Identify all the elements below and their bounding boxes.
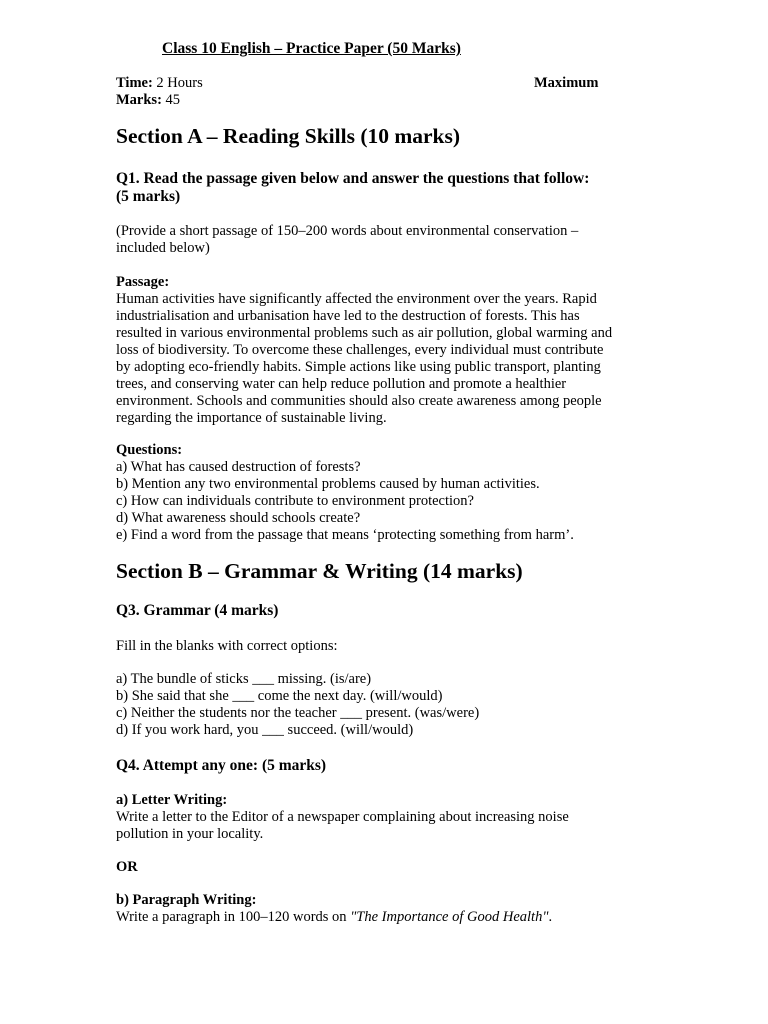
passage-line: Human activities have significantly affected the environment over the years. Rapid bbox=[116, 291, 597, 307]
passage-line: regarding the importance of sustainable living. bbox=[116, 410, 387, 426]
question-item: d) What awareness should schools create? bbox=[116, 510, 361, 526]
passage-line: loss of biodiversity. To overcome these challenges, every individual must contribute bbox=[116, 342, 604, 358]
max-marks-label-1: Maximum bbox=[534, 75, 599, 91]
option-b-line bbox=[116, 909, 656, 926]
option-b-label: b) Paragraph Writing: bbox=[116, 892, 257, 908]
q1-note bbox=[116, 223, 656, 257]
option-b-prefix: Write a paragraph in 100–120 words on bbox=[116, 909, 351, 925]
time-label: Time: bbox=[116, 75, 153, 91]
section-a-heading: Section A – Reading Skills (10 marks) bbox=[116, 124, 461, 148]
q3-items bbox=[116, 671, 656, 739]
q1-note-line2: included below) bbox=[116, 240, 210, 256]
passage-line: trees, and conserving water can help reduce pollution and promote a healthier bbox=[116, 376, 567, 392]
passage-line: resulted in various environmental problems such as air pollution, global warming and bbox=[116, 325, 613, 341]
passage-label: Passage: bbox=[116, 274, 170, 290]
max-marks-label-2: Marks: bbox=[116, 92, 162, 108]
q4-option-b bbox=[116, 892, 656, 926]
q3-instruction: Fill in the blanks with correct options: bbox=[116, 638, 338, 654]
question-item: a) What has caused destruction of forests? bbox=[116, 459, 361, 475]
questions-label: Questions: bbox=[116, 442, 183, 458]
question-item: e) Find a word from the passage that means ‘protecting something from harm’. bbox=[116, 527, 574, 543]
grammar-item: c) Neither the students nor the teacher ___ present. (was/were) bbox=[116, 705, 480, 721]
grammar-item: d) If you work hard, you ___ succeed. (will/would) bbox=[116, 722, 414, 738]
option-b-suffix: . bbox=[548, 909, 553, 925]
q1-heading-line2: (5 marks) bbox=[116, 188, 181, 205]
q1-note-line1: (Provide a short passage of 150–200 words about environmental conservation – bbox=[116, 223, 579, 239]
passage-line: by adopting eco-friendly habits. Simple actions like using public transport, planting bbox=[116, 359, 601, 375]
option-a-line1: Write a letter to the Editor of a newspaper complaining about increasing noise bbox=[116, 809, 569, 825]
option-a-line2: pollution in your locality. bbox=[116, 826, 264, 842]
q4-option-a bbox=[116, 792, 656, 843]
passage bbox=[116, 274, 656, 427]
grammar-item: a) The bundle of sticks ___ missing. (is/are) bbox=[116, 671, 372, 687]
q1-heading-line1: Q1. Read the passage given below and answer the questions that follow: bbox=[116, 170, 590, 187]
q3-heading: Q3. Grammar (4 marks) bbox=[116, 602, 279, 619]
max-marks-value: 45 bbox=[161, 92, 181, 108]
time-value: 2 Hours bbox=[152, 75, 203, 91]
q4-heading: Q4. Attempt any one: (5 marks) bbox=[116, 757, 327, 774]
question-item: c) How can individuals contribute to environment protection? bbox=[116, 493, 474, 509]
document-title: Class 10 English – Practice Paper (50 Marks) bbox=[162, 40, 461, 57]
question-item: b) Mention any two environmental problems caused by human activities. bbox=[116, 476, 540, 492]
exam-meta bbox=[116, 75, 656, 109]
option-b-topic: "The Importance of Good Health" bbox=[350, 909, 549, 925]
passage-line: environment. Schools and communities should also create awareness among people bbox=[116, 393, 602, 409]
passage-line: industrialisation and urbanisation have led to the destruction of forests. This has bbox=[116, 308, 580, 324]
option-a-label: a) Letter Writing: bbox=[116, 792, 228, 808]
or-label: OR bbox=[116, 859, 138, 875]
grammar-item: b) She said that she ___ come the next day. (will/would) bbox=[116, 688, 443, 704]
questions-list bbox=[116, 442, 656, 544]
q1-heading bbox=[116, 170, 656, 206]
section-b-heading: Section B – Grammar & Writing (14 marks) bbox=[116, 559, 523, 583]
